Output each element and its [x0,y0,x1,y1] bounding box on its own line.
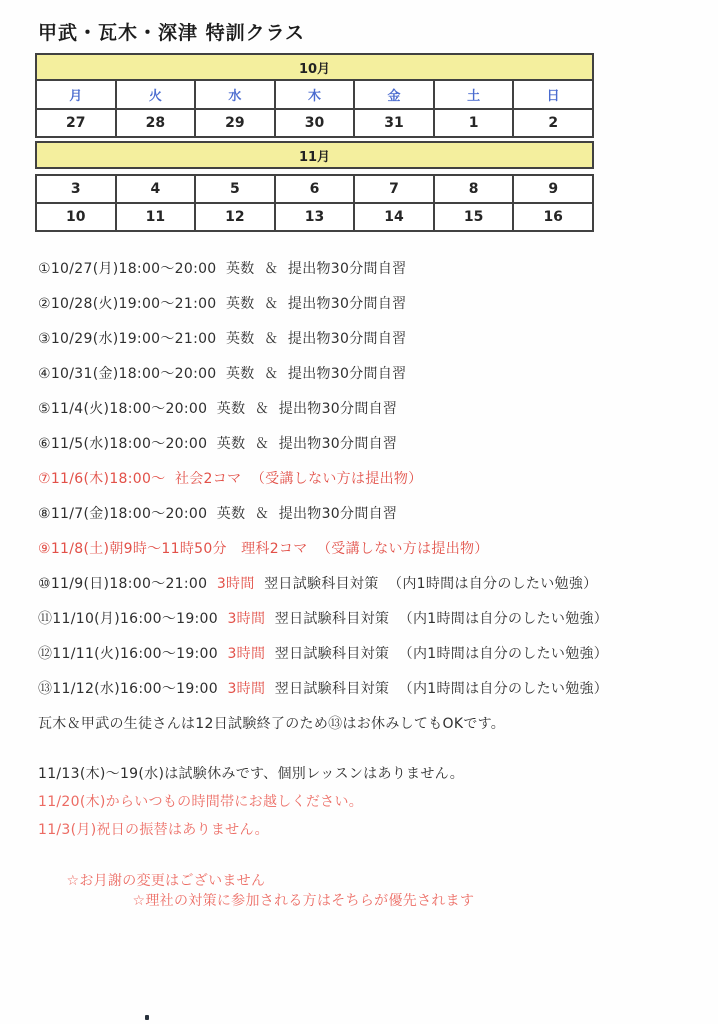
date-cell: 27 [36,109,116,137]
entry-hours-red: 3時間 [227,681,266,697]
weekday-cell: 月 [36,80,116,109]
entry-text: 翌日試験科目対策 （内1時間は自分のしたい勉強） [265,611,609,627]
scan-speck [145,1015,149,1020]
weekday-cell: 金 [354,80,434,109]
schedule-entry-10 [38,573,608,608]
entry-text: ①10/27(月)18:00～20:00 英数 ＆ 提出物30分間自習 [38,261,407,277]
entry-text: 翌日試験科目対策 （内1時間は自分のしたい勉強） [265,681,609,697]
month-header-november [36,142,593,168]
schedule-entry-2 [38,293,608,328]
date-cell: 1 [434,109,514,137]
date-cell: 8 [434,175,514,203]
weekday-cell: 日 [513,80,593,109]
schedule-entry-8 [38,503,608,538]
entry-hours-red: 3時間 [227,611,266,627]
entry-text: ⑫11/11(火)16:00～19:00 [38,646,228,662]
month-label-november: 11月 [36,142,593,168]
weekday-cell: 土 [434,80,514,109]
date-cell: 6 [275,175,355,203]
note-exam-break: 11/13(木)～19(水)は試験休みです、個別レッスンはありません。 [38,766,465,782]
october-dates-row [36,109,593,137]
entry-text: ⑬11/12(水)16:00～19:00 [38,681,228,697]
entry-text: ⑤11/4(火)18:00～20:00 英数 ＆ 提出物30分間自習 [38,401,398,417]
entry-text: ⑪11/10(月)16:00～19:00 [38,611,228,627]
date-cell: 15 [434,203,514,231]
schedule-entry-6 [38,433,608,468]
entry-text: 翌日試験科目対策 （内1時間は自分のしたい勉強） [265,646,609,662]
weekday-cell: 火 [116,80,196,109]
entry-hours-red: 3時間 [216,576,255,592]
date-cell: 29 [195,109,275,137]
entry-text: ⑧11/7(金)18:00～20:00 英数 ＆ 提出物30分間自習 [38,506,398,522]
date-cell: 14 [354,203,434,231]
calendar-november-table [35,174,594,232]
calendar [35,53,594,232]
schedule-entry-7 [38,468,608,503]
month-header-october [36,54,593,80]
date-cell: 10 [36,203,116,231]
entry-text: 瓦木＆甲武の生徒さんは12日試験終了のため⑬はお休みしてもOKです。 [38,716,506,732]
entry-hours-red: 3時間 [227,646,266,662]
date-cell: 31 [354,109,434,137]
date-cell: 4 [116,175,196,203]
date-cell: 9 [513,175,593,203]
november-dates-row-2 [36,203,593,231]
schedule-entry-list [38,258,608,748]
entry-text: ③10/29(水)19:00～21:00 英数 ＆ 提出物30分間自習 [38,331,407,347]
entry-text: ⑩11/9(日)18:00～21:00 [38,576,217,592]
schedule-entry-9 [38,538,608,573]
calendar-november-header-table [35,141,594,169]
date-cell: 11 [116,203,196,231]
document-title: 甲武・瓦木・深津 特訓クラス [38,22,306,44]
note-holiday: 11/3(月)祝日の振替はありません。 [38,822,269,838]
schedule-entry-4 [38,363,608,398]
schedule-entry-13 [38,678,608,713]
entry-text: ⑥11/5(水)18:00～20:00 英数 ＆ 提出物30分間自習 [38,436,398,452]
closing-note [38,713,608,748]
date-cell: 7 [354,175,434,203]
calendar-october-table [35,53,594,138]
entry-text: ⑦11/6(木)18:00～ 社会2コマ （受講しない方は提出物） [38,471,423,487]
schedule-entry-11 [38,608,608,643]
star-notes-row [38,854,475,909]
month-label-october: 10月 [36,54,593,80]
weekday-cell: 木 [275,80,355,109]
entry-text: ④10/31(金)18:00～20:00 英数 ＆ 提出物30分間自習 [38,366,407,382]
date-cell: 5 [195,175,275,203]
date-cell: 12 [195,203,275,231]
date-cell: 28 [116,109,196,137]
schedule-entry-1 [38,258,608,293]
date-cell: 30 [275,109,355,137]
bottom-notes [38,763,475,909]
note-resume: 11/20(木)からいつもの時間帯にお越しください。 [38,794,364,810]
date-cell: 13 [275,203,355,231]
date-cell: 2 [513,109,593,137]
schedule-entry-12 [38,643,608,678]
star-note-tuition: ☆お月謝の変更はございません [66,873,266,889]
november-dates-row-1 [36,175,593,203]
weekday-row [36,80,593,109]
entry-text: ②10/28(火)19:00～21:00 英数 ＆ 提出物30分間自習 [38,296,407,312]
date-cell: 16 [513,203,593,231]
schedule-entry-5 [38,398,608,433]
star-note-priority: ☆理社の対策に参加される方はそちらが優先されます [132,893,475,909]
entry-text: 翌日試験科目対策 （内1時間は自分のしたい勉強） [254,576,598,592]
entry-text: ⑨11/8(土)朝9時～11時50分 理科2コマ （受講しない方は提出物） [38,541,489,557]
schedule-entry-3 [38,328,608,363]
weekday-cell: 水 [195,80,275,109]
date-cell: 3 [36,175,116,203]
